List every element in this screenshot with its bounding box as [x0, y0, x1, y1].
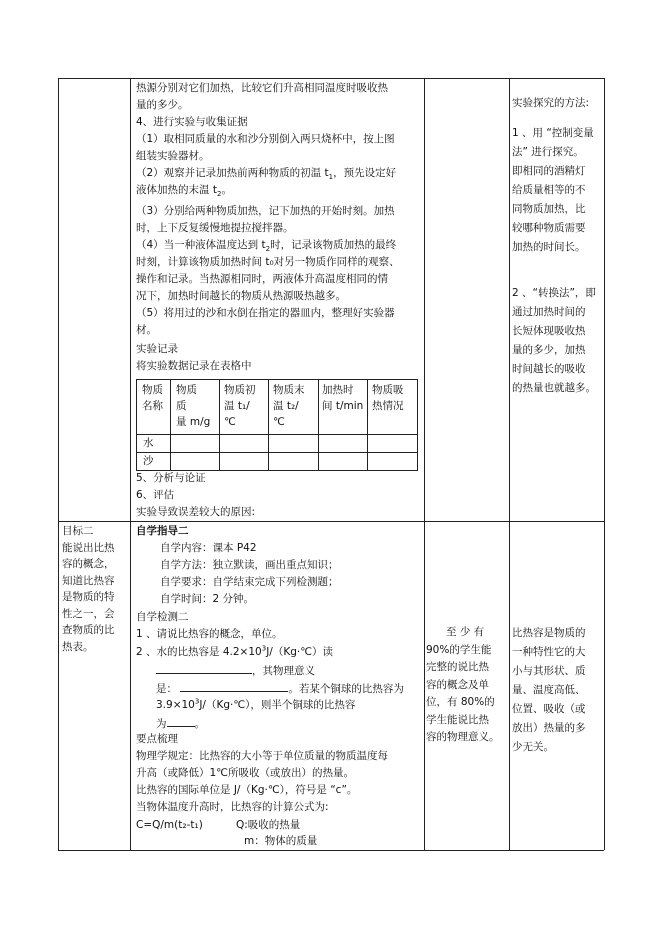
- check-title: 自学检测二: [136, 611, 189, 623]
- result-line: 90%的学生能: [426, 643, 492, 656]
- column-divider: [130, 78, 131, 850]
- table-border-top: [58, 78, 604, 79]
- answer-blank[interactable]: [156, 661, 252, 674]
- record-desc: 将实验数据记录在表格中: [136, 360, 252, 372]
- question-2-line: ，其物理意义: [156, 661, 315, 681]
- table-border-left: [58, 78, 59, 850]
- header-cell: 物质吸 热情况: [372, 384, 404, 412]
- points-title: 要点梳理: [136, 733, 178, 745]
- header-cell: 物质初 温 t₁/ ℃: [224, 384, 256, 428]
- step5: 5、分析与论证: [136, 472, 206, 484]
- goal2-line: 性之一，会: [62, 607, 115, 620]
- result-line: 容的物理意义。: [426, 731, 500, 743]
- step-line: 液体加热的末温 $t_2$。: [136, 184, 232, 199]
- question-2-line: 是： 。若某个铜球的比热容为: [156, 679, 404, 699]
- table-row-line: [137, 434, 417, 435]
- result-block: [426, 624, 500, 747]
- table-border-right: [604, 78, 605, 850]
- table-row-line: [137, 452, 417, 453]
- guide-line: 自学时间：2 分钟。: [160, 593, 255, 605]
- step6: 6、评估: [136, 489, 175, 501]
- formula-m: m：物体的质量: [244, 835, 318, 847]
- intro-line: 热源分别对它们加热，比较它们升高相同温度时吸收热: [136, 82, 388, 94]
- goal2-line: 容的概念，: [62, 558, 115, 570]
- step-line: 组装实验器材。: [136, 150, 210, 162]
- method-1: 1 、用 “控制变量 法” 进行探究。 即相同的酒精灯 给质量相等的不 同物质加热，比 较哪种物质需要 加热的时间长。: [512, 127, 594, 253]
- row-label-sand: 沙: [143, 455, 154, 467]
- row-label-water: 水: [143, 437, 154, 449]
- guide-line: 自学内容：课本 P42: [160, 542, 257, 554]
- goal2-line: 热表。: [62, 640, 94, 653]
- table-border-bottom: [58, 850, 604, 851]
- goal2-line: 是物质的特: [62, 591, 115, 603]
- header-cell: 物质 名称: [142, 384, 163, 412]
- formula-q: Q:吸收的热量: [236, 819, 301, 831]
- column-divider: [424, 78, 425, 850]
- header-cell: 加热时 间 t/min: [322, 384, 364, 412]
- points-line: 比热容的国际单位是 J/（Kg·℃），符号是 “c”。: [136, 784, 358, 796]
- property-note: 比热容是物质的 一种特性它的大 小与其形状、质 量、温度高低、 位置、吸收（或 放出）热量的多 少无关。: [512, 627, 586, 753]
- step-line: （4）当一种液体温度达到 $t_2$时，记录该物质加热的最终: [136, 239, 397, 254]
- table-col-line: [268, 380, 269, 470]
- record-title: 实验记录: [136, 343, 178, 355]
- guide-line: 自学方法：独立默读，画出重点知识；: [160, 559, 339, 571]
- method-title: 实验探究的方法:: [512, 97, 590, 109]
- answer-blank[interactable]: [180, 679, 288, 692]
- question-1: 1 、请说比热容的概念，单位。: [136, 628, 283, 640]
- result-line: 完整的说比热: [426, 661, 489, 673]
- question-2: 2 、水的比热容是 $4.2\times 10^3J/(Kg\cdot℃)$读: [136, 644, 334, 658]
- table-col-line: [367, 380, 368, 470]
- question-2-line: 为 。: [156, 714, 205, 734]
- step4-heading: 4、进行实验与收集证据: [136, 116, 248, 128]
- points-line: 物理学规定：比热容的大小等于单位质量的物质温度每: [136, 750, 388, 762]
- step-line: （5）将用过的沙和水倒在指定的器皿内，整理好实验器: [136, 307, 395, 319]
- step-line: 材。: [136, 324, 157, 336]
- header-cell: 物质 质 量 m/g: [176, 384, 211, 428]
- step-line: 操作和记录。当热源相同时，两液体升高温度相同的情: [136, 273, 388, 285]
- goal2-line: 能说出比热: [62, 541, 115, 554]
- header-cell: 物质末 温 t₂/ ℃: [273, 384, 305, 428]
- goal2-line: 知道比热容: [62, 574, 115, 587]
- intro-line: 量的多少。: [136, 99, 189, 111]
- error-note: 实验导致误差较大的原因:: [136, 506, 256, 518]
- result-line: 位，有 80%的: [426, 696, 495, 708]
- question-2-line: $3.9\times 10^3J/(Kg\cdot℃)$，则半个铜球的比热容: [156, 697, 356, 711]
- goal2-line: 目标二: [62, 525, 94, 537]
- points-line: 当物体温度升高时，比热容的计算公式为:: [136, 801, 329, 813]
- table-col-line: [219, 380, 220, 470]
- column-divider: [509, 78, 510, 850]
- goal2-line: 查物质的比: [62, 624, 115, 636]
- step-line: （1）取相同质量的水和沙分别倒入两只烧杯中，按上图: [136, 133, 395, 145]
- points-line: 升高（或降低）1℃所吸收（或放出）的热量。: [136, 767, 354, 779]
- goal2-block: [62, 523, 115, 655]
- result-line: 学生能说比热: [426, 713, 489, 726]
- table-col-line: [318, 380, 319, 470]
- method-2: 2 、“转换法”，即 通过加热时间的 长短体现吸收热 量的多少，加热 时间越长的吸收 的热量也就越多。: [512, 287, 596, 394]
- step-line: （2）观察并记录加热前两种物质的初温 $t_1$，预先设定好: [136, 167, 397, 182]
- step-line: 时，上下反复缓慢地提拉搅拌器。: [136, 222, 294, 234]
- table-col-line: [170, 380, 171, 470]
- result-line: 容的概念及单: [426, 678, 489, 691]
- formula: C=Q/m(t₂-t₁): [136, 819, 203, 831]
- step-line: （3）分别给两种物质加热，记下加热的开始时刻。加热: [136, 205, 395, 217]
- guide-title: 自学指导二: [136, 525, 189, 537]
- result-line: 至 少 有: [446, 626, 485, 638]
- answer-blank[interactable]: [167, 714, 195, 727]
- step-line: 况下，加热时间越长的物质从热源吸热越多。: [136, 290, 346, 302]
- step-line: 时刻，计算该物质加热时间 t₀对另一物质作同样的观察、: [136, 256, 400, 268]
- data-record-table: [136, 379, 418, 471]
- guide-line: 自学要求：自学结束完成下列检测题；: [160, 576, 339, 588]
